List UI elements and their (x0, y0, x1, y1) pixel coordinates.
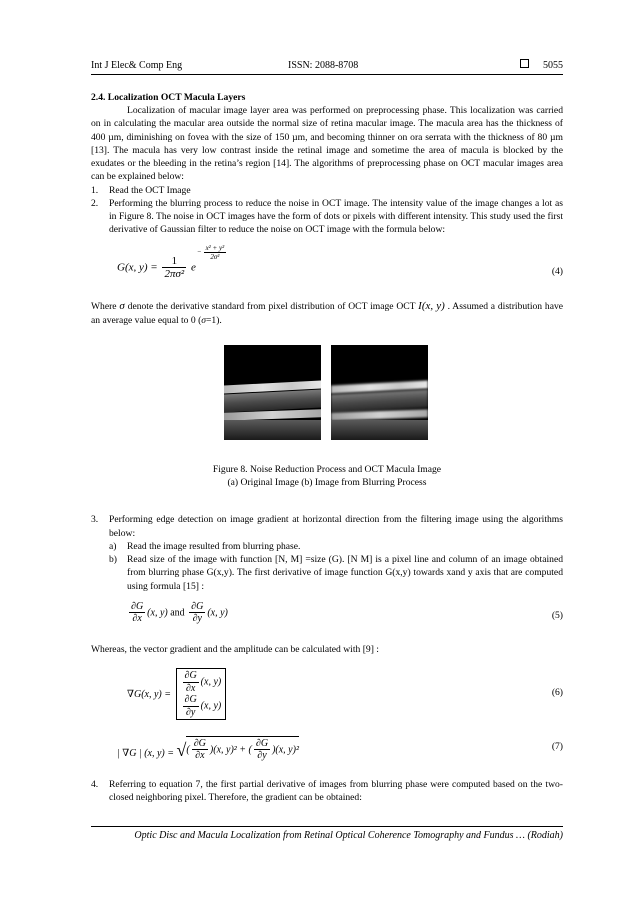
whereas-paragraph: Whereas, the vector gradient and the amplitude can be calculated with [9] : (91, 643, 379, 655)
equation-4-number: (4) (551, 265, 563, 277)
journal-name: Int J Elec& Comp Eng (91, 60, 183, 71)
equation-4: G(x, y) = $\frac{1}{\text{2πσ²}}$ $e^{- \frac{\text{x² + y²}}{\text{2σ²}}}$ (4) (117, 244, 563, 281)
eq4-lhs: G(x, y) = (117, 261, 158, 274)
header-rule (91, 74, 563, 75)
step-3a: a) Read the image resulted from blurring phase. (109, 540, 301, 552)
step-3: 3. Performing edge detection on image gradient at horizontal direction from the filtering image using the algorithms below: (91, 514, 563, 539)
page-number-group (520, 59, 563, 73)
oct-blurred-image (331, 345, 428, 440)
main-content (91, 91, 563, 805)
equation-5: $\frac{\partial G}{\partial x}$ (x, y) and $\frac{\partial G}{\partial y}$ (x, y) (5) (131, 600, 563, 625)
step-3b: b) Read size of the image with function [N, M] =size (G). [N M] is a pixel line and column of an image obtained from blurring phase G(x,y). The first derivative of image function G(x,y) towards xand y axis that are computed using formula [15] : (109, 554, 563, 592)
figure-caption-2: (a) Original Image (b) Image from Blurring Process (227, 477, 427, 489)
section-title: 2.4. Localization OCT Macula Layers (91, 92, 246, 103)
step-2: 2. Performing the blurring process to reduce the noise in OCT image. The intensity value of the image changes a lot as in Figure 8. The noise in OCT images have the form of dots or pixels with different intensity. This study used the first derivative of Gaussian filter to reduce the noise on OCT image with the formula below: (91, 197, 563, 236)
equation-5-number: (5) (551, 609, 563, 621)
issn: ISSN: 2088-8708 (288, 60, 359, 71)
section-paragraph: Localization of macular image layer area was performed on preprocessing phase. This localization was carried on in calculating the macular area outside the normal size of retina macular image. The macula area has the thickness of 400 µm, diminishing on fovea with the size of 150 µm, and becoming thinner on ora serrata with the thickness of 80 µm [13]. The macula has very low contrast inside the retinal image and sometime the area of macula is blocked by the exudates or the bleeding in the retina’s region [14]. The algorithms of preprocessing phase on OCT macular images area can be explained below: (91, 105, 563, 183)
step-1: 1. Read the OCT Image (91, 184, 191, 196)
eq4-fraction: $\frac{1}{\text{2πσ²}}$ (164, 254, 185, 281)
equation-6: ∇G(x, y) = $\frac{\partial G}{\partial x}$ (x, y) $\frac{\partial G}{\partial y}$ (x, y) (6) (91, 664, 563, 726)
running-title: Optic Disc and Macula Localization from Retinal Optical Coherence Tomography and Fundus … (Rodiah) (134, 830, 563, 841)
where-paragraph: Where σ denote the derivative standard from pixel distribution of OCT image OCT I(x, y) . Assumed a distribution have an average value equal to 0 (σ=1). (91, 299, 564, 326)
oct-original-image (224, 345, 321, 440)
equation-7: | ∇G | (x, y) = √( $\frac{\partial G}{\partial x}$ )(x, y)² + ( $\frac{\partial G}{\partial y}$ )(x, y)² (7) (117, 737, 563, 762)
page-number: 5055 (543, 60, 563, 71)
step-4: 4. Referring to equation 7, the first partial derivative of images from blurring phase were computed based on the two-closed neighboring pixel. Therefore, the gradient can be obtained: (91, 779, 563, 804)
figure-caption-1: Figure 8. Noise Reduction Process and OCT Macula Image (212, 463, 442, 475)
checkbox-icon (520, 59, 529, 68)
figure-8 (91, 335, 563, 463)
page-header (91, 59, 563, 73)
footer-rule (91, 826, 563, 827)
equation-6-number: (6) (551, 687, 563, 699)
equation-7-number: (7) (551, 741, 563, 753)
